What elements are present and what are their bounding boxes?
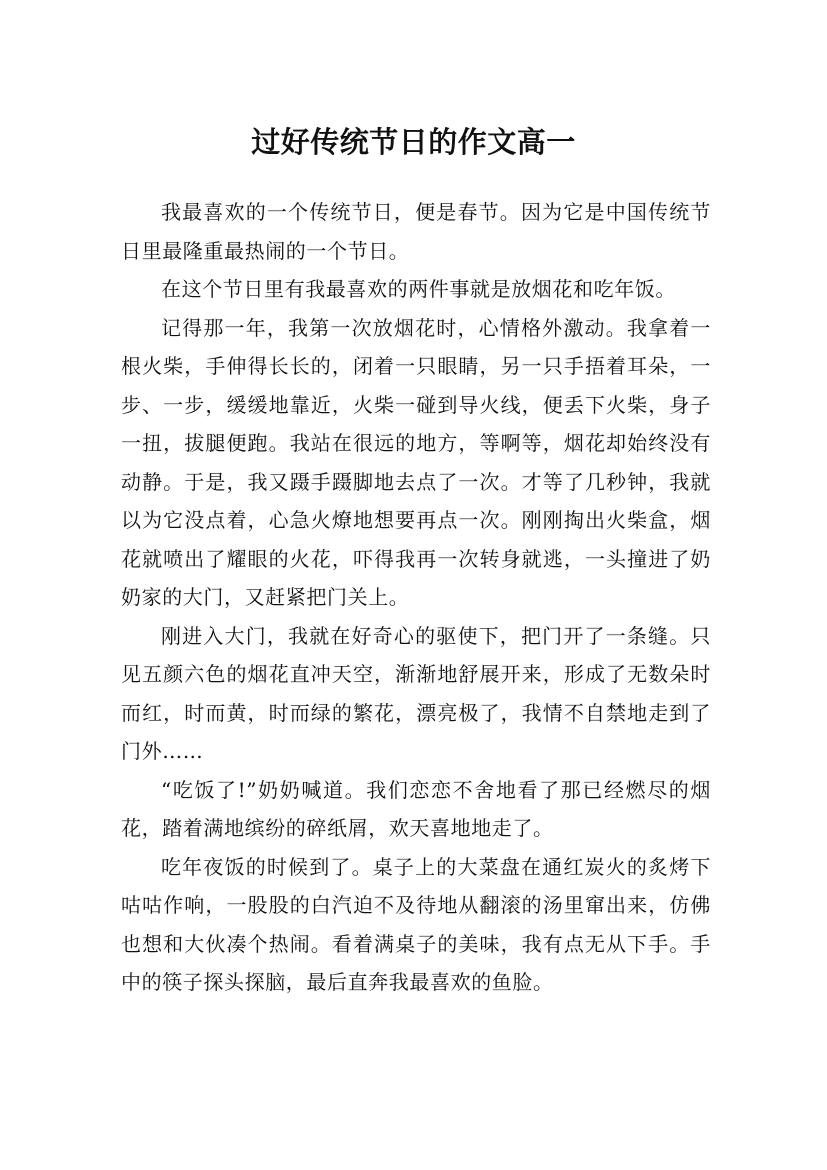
- paragraph-6: 吃年夜饭的时候到了。桌子上的大菜盘在通红炭火的炙烤下咕咕作响，一股股的白汽迫不及待地从翻滚的汤里窜出来，仿佛也想和大伙凑个热闹。看着满桌子的美味，我有点无从下手。手中的筷子探头探脑，最后直奔我最喜欢的鱼脸。: [121, 854, 711, 994]
- paragraph-3: 记得那一年，我第一次放烟花时，心情格外激动。我拿着一根火柴，手伸得长长的，闭着一只眼睛，另一只手捂着耳朵，一步、一步，缓缓地靠近，火柴一碰到导火线，便丢下火柴，身子一扭，拔腿便跑。我站在很远的地方，等啊等，烟花却始终没有动静。于是，我又蹑手蹑脚地去点了一次。才等了几秒钟，我就以为它没点着，心急火燎地想要再点一次。刚刚掏出火柴盒，烟花就喷出了耀眼的火花，吓得我再一次转身就逃，一头撞进了奶奶家的大门，又赶紧把门关上。: [121, 315, 711, 609]
- paragraph-2: 在这个节日里有我最喜欢的两件事就是放烟花和吃年饭。: [161, 277, 676, 301]
- document-title: 过好传统节日的作文高一: [251, 125, 576, 160]
- article-body: [121, 193, 711, 1002]
- paragraph-1: 我最喜欢的一个传统节日，便是春节。因为它是中国传统节日里最隆重最热闹的一个节日。: [121, 200, 711, 263]
- paragraph-4: 刚进入大门，我就在好奇心的驱使下，把门开了一条缝。只见五颜六色的烟花直冲天空，渐渐地舒展开来，形成了无数朵时而红，时而黄，时而绿的繁花，漂亮极了，我情不自禁地走到了门外……: [121, 623, 711, 763]
- paragraph-5: “吃饭了!”奶奶喊道。我们恋恋不舍地看了那已经燃尽的烟花，踏着满地缤纷的碎纸屑，欢天喜地地走了。: [121, 777, 711, 840]
